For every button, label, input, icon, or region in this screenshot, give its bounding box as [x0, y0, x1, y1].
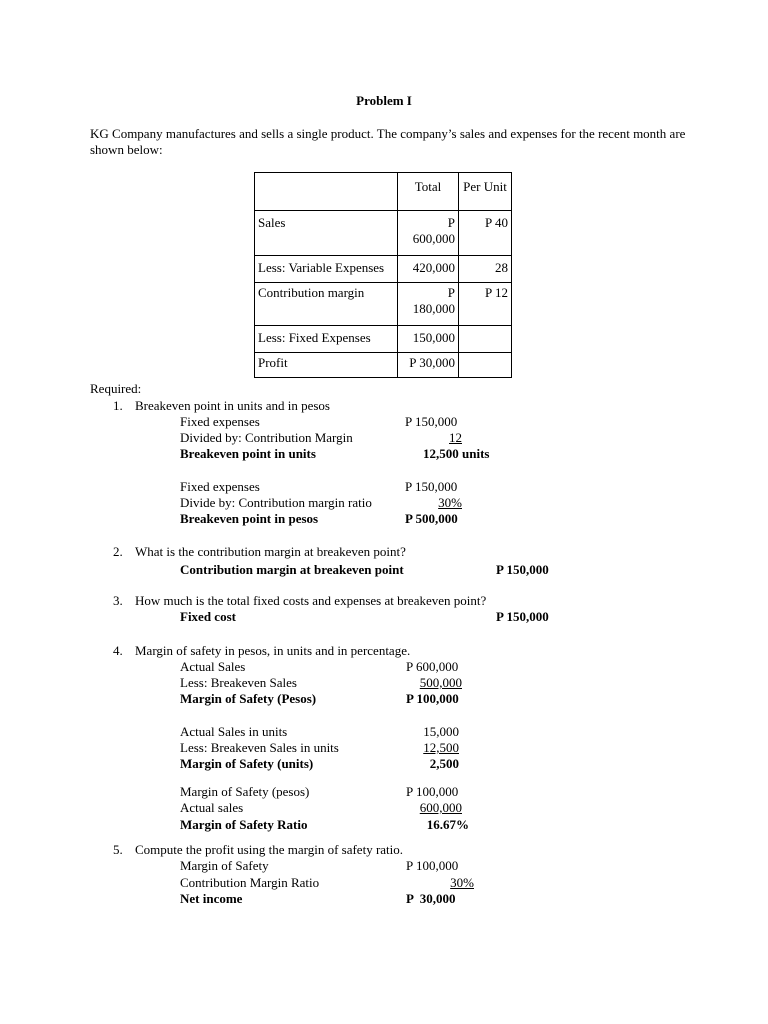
q5-value2: 30% [450, 875, 474, 890]
q1a-value3: 12,500 units [423, 446, 490, 461]
q4c-value2: 600,000 [419, 800, 462, 815]
table-row [255, 326, 512, 353]
q4c-label1: Margin of Safety (pesos) [180, 784, 310, 799]
q5-number: 5. [113, 842, 123, 857]
q2-value: P 150,000 [496, 562, 549, 577]
sales-expenses-table [254, 172, 512, 378]
q4a-label3: Margin of Safety (Pesos) [180, 691, 317, 706]
q4c-label3: Margin of Safety Ratio [180, 817, 308, 832]
table-row [255, 353, 512, 378]
row-label: Profit [255, 353, 398, 378]
row-label: Contribution margin [255, 283, 398, 326]
q4-number: 4. [113, 643, 123, 658]
q1a-label2: Divided by: Contribution Margin [180, 430, 353, 445]
row-total: P 30,000 [398, 353, 459, 378]
row-label: Less: Variable Expenses [255, 256, 398, 283]
table-header-row [255, 173, 512, 211]
row-total: 150,000 [398, 326, 459, 353]
q4b-label2: Less: Breakeven Sales in units [180, 740, 339, 755]
q1b-value3: P 500,000 [405, 511, 458, 526]
q5-label3: Net income [180, 891, 243, 906]
q1a-value1: P 150,000 [405, 414, 458, 429]
row-label: Sales [255, 211, 398, 256]
q1-text: Breakeven point in units and in pesos [135, 398, 330, 413]
q3-value: P 150,000 [496, 609, 549, 624]
row-total-line2: 180,000 [412, 301, 455, 316]
q4c-label2: Actual sales [180, 800, 244, 815]
q4a-value2: 500,000 [419, 675, 462, 690]
q4c-value3: 16.67% [426, 817, 469, 832]
row-unit: 28 [459, 256, 512, 283]
row-total [398, 283, 459, 326]
row-total [398, 211, 459, 256]
q4a-label1: Actual Sales [180, 659, 246, 674]
q4-text: Margin of safety in pesos, in units and in percentage. [135, 643, 411, 658]
table-row [255, 211, 512, 256]
table-row [255, 256, 512, 283]
required-heading: Required: [90, 381, 142, 396]
intro-paragraph: KG Company manufactures and sells a single product. The company’s sales and expenses for the recent month are shown below: [90, 126, 686, 157]
header-cell [255, 173, 398, 211]
q5-value1: P 100,000 [406, 858, 459, 873]
row-unit [459, 326, 512, 353]
q4c-value1: P 100,000 [406, 784, 459, 799]
q3-text: How much is the total fixed costs and expenses at breakeven point? [135, 593, 487, 608]
q5-label2: Contribution Margin Ratio [180, 875, 320, 890]
row-unit [459, 353, 512, 378]
q2-label: Contribution margin at breakeven point [180, 562, 404, 577]
q1b-value2: 30% [438, 495, 462, 510]
row-unit: P 40 [459, 211, 512, 256]
q5-value3: P 30,000 [406, 891, 456, 906]
q4b-value3: 2,500 [429, 756, 459, 771]
table-row [255, 283, 512, 326]
q3-label: Fixed cost [180, 609, 236, 624]
q1-number: 1. [113, 398, 123, 413]
header-per-unit: Per Unit [459, 173, 512, 211]
q5-text: Compute the profit using the margin of safety ratio. [135, 842, 404, 857]
q2-number: 2. [113, 544, 123, 559]
row-label: Less: Fixed Expenses [255, 326, 398, 353]
q4b-value1: 15,000 [423, 724, 459, 739]
q4b-value2: 12,500 [423, 740, 459, 755]
row-total-line2: 600,000 [412, 231, 455, 246]
q4b-label3: Margin of Safety (units) [180, 756, 314, 771]
q4b-label1: Actual Sales in units [180, 724, 288, 739]
header-total: Total [398, 173, 459, 211]
row-total-line1: P [447, 215, 455, 230]
q1b-label3: Breakeven point in pesos [180, 511, 319, 526]
q1b-value1: P 150,000 [405, 479, 458, 494]
q1b-label2: Divide by: Contribution margin ratio [180, 495, 372, 510]
q4a-value3: P 100,000 [406, 691, 459, 706]
row-total: 420,000 [398, 256, 459, 283]
q3-number: 3. [113, 593, 123, 608]
q4a-value1: P 600,000 [406, 659, 459, 674]
q5-label1: Margin of Safety [180, 858, 269, 873]
row-unit: P 12 [459, 283, 512, 326]
q1a-value2: 12 [449, 430, 462, 445]
row-total-line1: P [447, 285, 455, 300]
page-title: Problem I [356, 93, 412, 108]
q1b-label1: Fixed expenses [180, 479, 260, 494]
q2-text: What is the contribution margin at breakeven point? [135, 544, 406, 559]
q1a-label1: Fixed expenses [180, 414, 260, 429]
q1a-label3: Breakeven point in units [180, 446, 316, 461]
q4a-label2: Less: Breakeven Sales [180, 675, 297, 690]
